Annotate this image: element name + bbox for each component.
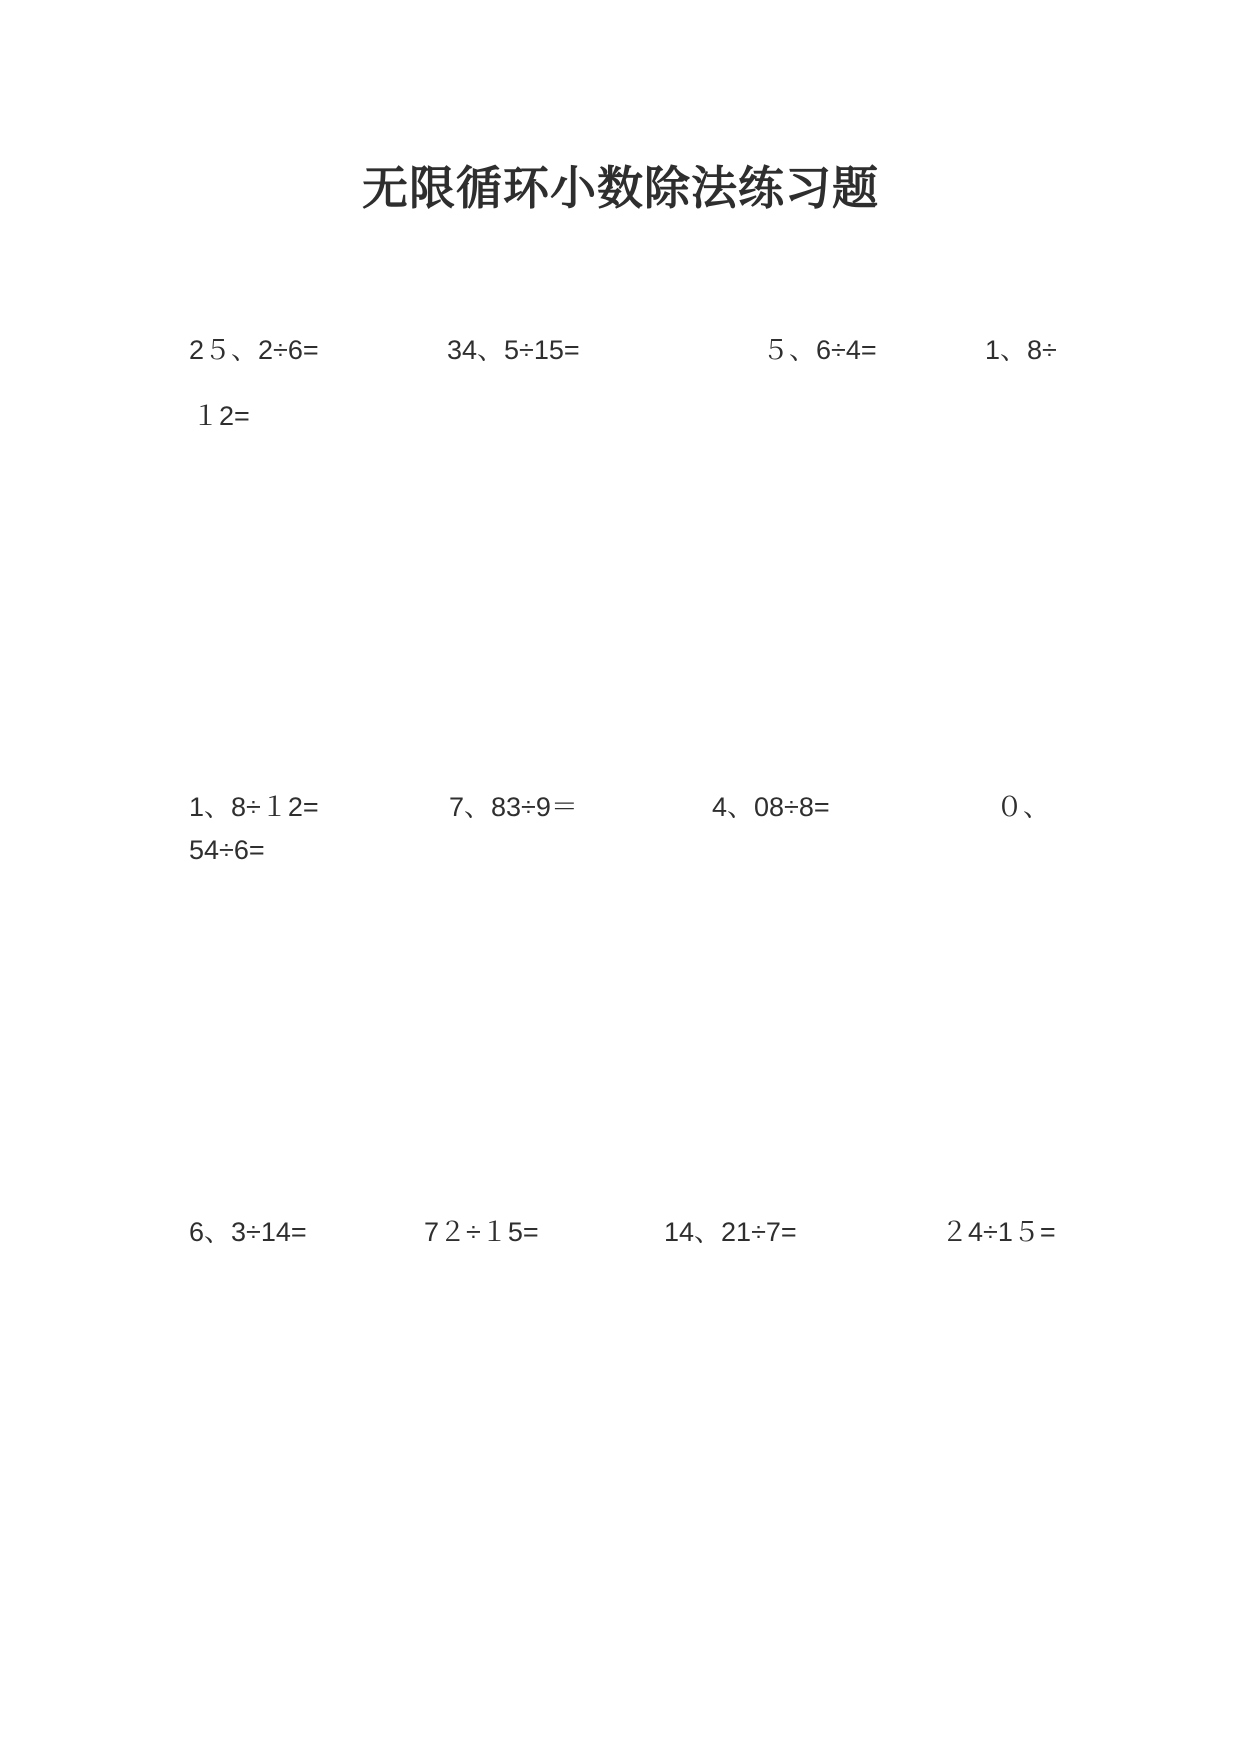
- problem-item: 34、5÷15=: [447, 335, 580, 365]
- page-title: 无限循环小数除法练习题: [362, 161, 879, 215]
- problem-item: 2５、2÷6=: [189, 335, 319, 365]
- problem-item: 1、8÷: [985, 335, 1057, 365]
- problem-item: ２4÷1５=: [941, 1217, 1056, 1247]
- problem-item: 1、8÷１2=: [189, 792, 319, 822]
- problem-item: ５、6÷4=: [762, 335, 877, 365]
- problem-item-continuation: 54÷6=: [189, 835, 265, 865]
- problem-item: 4、08÷8=: [712, 792, 830, 822]
- problem-item: 14、21÷7=: [664, 1217, 797, 1247]
- problem-item: ０、: [996, 792, 1050, 822]
- problem-item: 6、3÷14=: [189, 1217, 307, 1247]
- problem-item-continuation: １2=: [192, 401, 250, 431]
- problem-item: 7２÷１5=: [424, 1217, 539, 1247]
- problem-item: 7、83÷9＝: [449, 792, 578, 822]
